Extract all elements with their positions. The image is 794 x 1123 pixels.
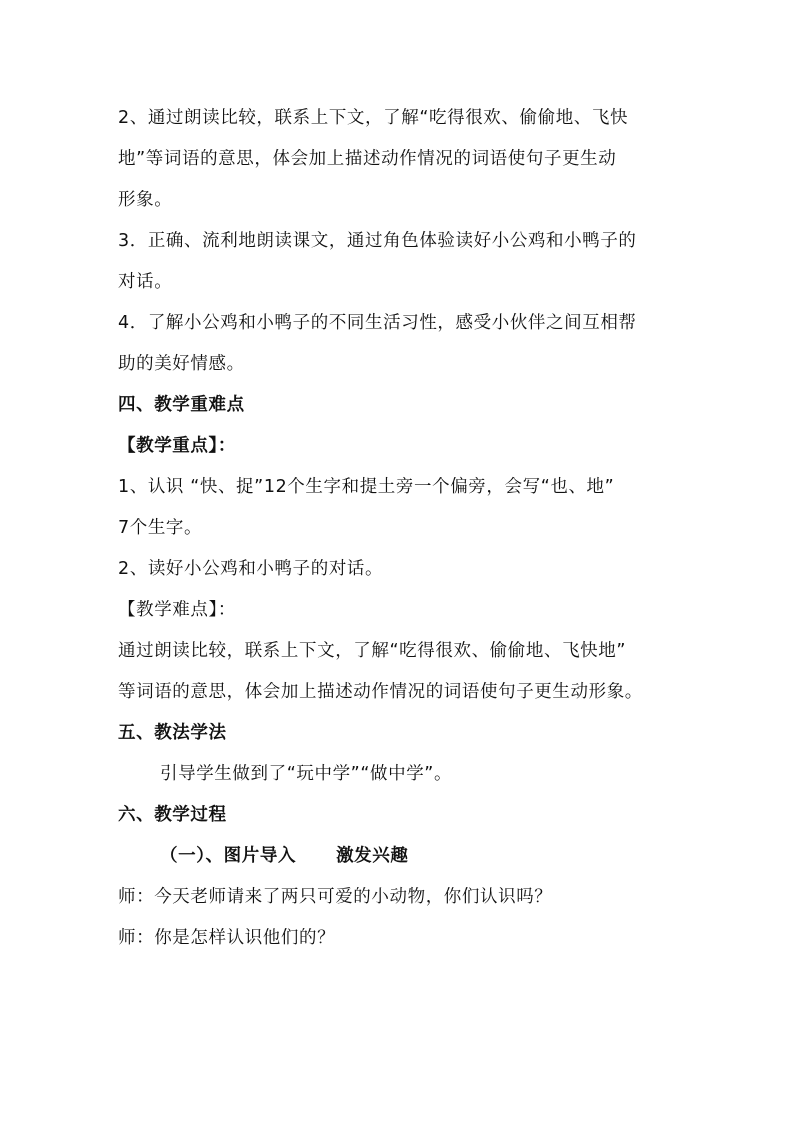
process-step-1-subtitle: 激发兴趣 (336, 846, 409, 866)
objective-2-line-1: 2、通过朗读比较，联系上下文，了解“吃得很欢、偷偷地、飞快 (118, 108, 629, 128)
objective-3-line-2: 对话。 (118, 272, 173, 292)
difficulty-line-2: 等词语的意思，体会加上描述动作情况的词语使句子更生动形象。 (118, 682, 643, 702)
objective-2-line-2: 地”等词语的意思，体会加上描述动作情况的词语使句子更生动 (118, 149, 617, 169)
subheading-teaching-focus: 【教学重点】： (118, 436, 236, 456)
process-step-1-heading (160, 844, 408, 868)
section-heading-process: 六、教学过程 (118, 805, 227, 825)
objective-2-line-3: 形象。 (118, 190, 173, 210)
objective-4-line-2: 助的美好情感。 (118, 354, 245, 374)
section-heading-key-difficult-points: 四、教学重难点 (118, 395, 245, 415)
focus-item-2: 2、读好小公鸡和小鸭子的对话。 (118, 559, 384, 579)
objective-3-line-1: 3．正确、流利地朗读课文，通过角色体验读好小公鸡和小鸭子的 (118, 231, 637, 251)
focus-item-1-line-2: 7个生字。 (118, 518, 203, 538)
objective-4-line-1: 4．了解小公鸡和小鸭子的不同生活习性，感受小伙伴之间互相帮 (118, 313, 637, 333)
teacher-line-1: 师：今天老师请来了两只可爱的小动物，你们认识吗？ (118, 887, 553, 907)
methods-paragraph: 引导学生做到了“玩中学”“做中学”。 (160, 764, 453, 784)
focus-item-1-line-1: 1、认识 “快、捉”12个生字和提土旁一个偏旁，会写“也、地” (118, 477, 615, 497)
teacher-line-2: 师：你是怎样认识他们的？ (118, 928, 336, 948)
difficulty-line-1: 通过朗读比较，联系上下文，了解“吃得很欢、偷偷地、飞快地” (118, 641, 627, 661)
section-heading-methods: 五、教法学法 (118, 723, 227, 743)
subheading-teaching-difficulty: 【教学难点】： (118, 600, 236, 620)
process-step-1-title: （一）、图片导入 (160, 846, 297, 866)
